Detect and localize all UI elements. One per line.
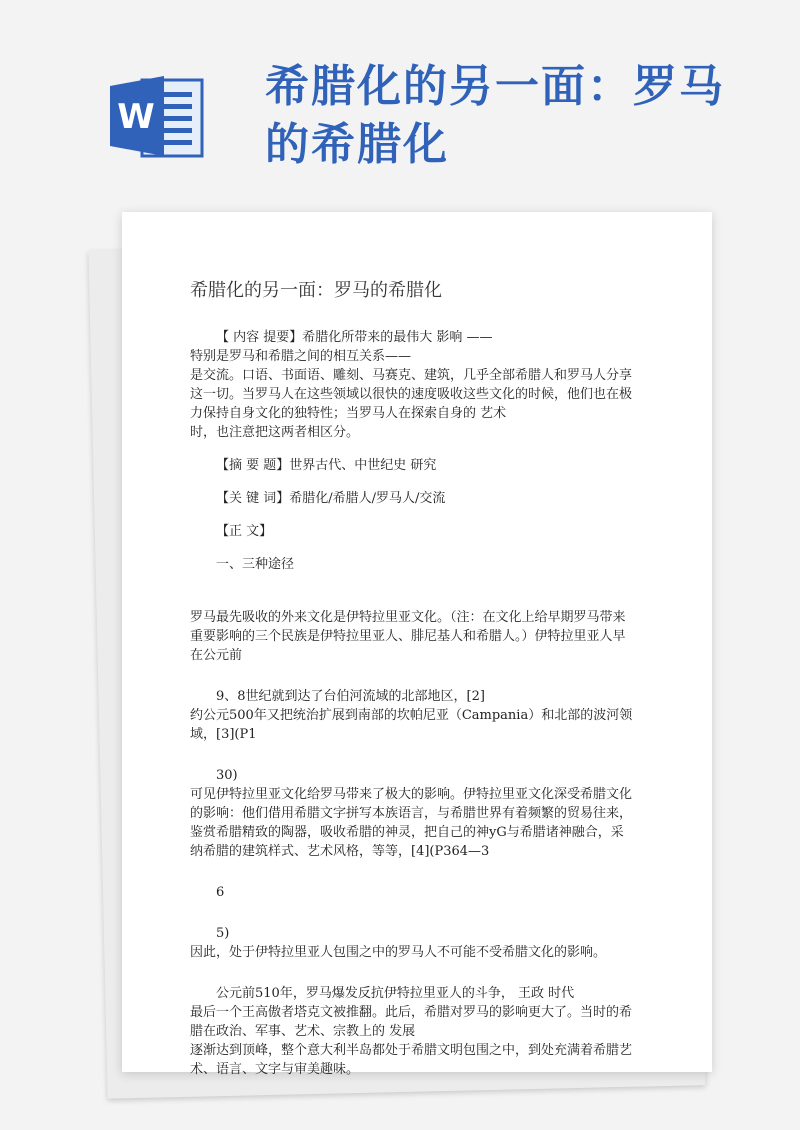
- body-paragraph: 可见伊特拉里亚文化给罗马带来了极大的影响。伊特拉里亚文化深受希腊文化的影响：他们借用希腊文字拼写本族语言，与希腊世界有着频繁的贸易往来，鉴赏希腊精致的陶器，吸收希腊的神灵，把自己的神yG与希腊诸神融合，采纳希腊的建筑样式、艺术风格，等等，[4](P364—3: [190, 787, 633, 859]
- word-icon-letter: W: [117, 97, 155, 137]
- abstract-paragraph: 是交流。口语、书面语、雕刻、马赛克、建筑，几乎全部希腊人和罗马人分享这一切。当罗马人在这些领域以很快的速度吸收这些文化的时候，他们也在极力保持自身文化的独特性；当罗马人在探索自身的 艺术: [190, 368, 633, 421]
- body-paragraph: 9、8世纪就到达了台伯河流域的北部地区，[2]: [216, 689, 485, 704]
- subject-line: 【摘 要 题】世界古代、中世纪史 研究: [216, 458, 437, 473]
- body-paragraph: 罗马最先吸收的外来文化是伊特拉里亚文化。（注：在文化上给早期罗马带来重要影响的三个民族是伊特拉里亚人、腓尼基人和希腊人。）伊特拉里亚人早在公元前: [190, 610, 626, 663]
- document-title: 希腊化的另一面：罗马的希腊化: [190, 280, 442, 301]
- abstract-paragraph: 【 内容 提要】希腊化所带来的最伟大 影响 ——: [216, 330, 493, 345]
- document-page: [122, 212, 712, 1077]
- document-body: [190, 276, 636, 1079]
- body-paragraph: 公元前510年，罗马爆发反抗伊特拉里亚人的斗争， 王政 时代: [216, 986, 575, 1001]
- page-title: 希腊化的另一面：罗马的希腊化: [265, 61, 725, 170]
- body-paragraph: 6: [216, 885, 225, 900]
- body-heading: 【正 文】: [216, 524, 273, 539]
- body-paragraph: 约公元500年又把统治扩展到南部的坎帕尼亚（Campania）和北部的波河领域，[3](P1: [190, 708, 633, 742]
- body-paragraph: 因此，处于伊特拉里亚人包围之中的罗马人不可能不受希腊文化的影响。: [190, 945, 607, 960]
- abstract-paragraph: 特别是罗马和希腊之间的相互关系——: [190, 349, 412, 364]
- body-paragraph: 逐渐达到顶峰，整个意大利半岛都处于希腊文明包围之中，到处充满着希腊艺术、语言、文字与审美趣味。: [190, 1043, 633, 1077]
- body-paragraph: 30): [216, 768, 238, 783]
- word-document-icon: [108, 72, 206, 160]
- keywords-line: 【关 键 词】希腊化/希腊人/罗马人/交流: [216, 491, 446, 506]
- body-paragraph: 5): [216, 926, 230, 941]
- abstract-paragraph: 时，也注意把这两者相区分。: [190, 425, 360, 440]
- section-heading: 一、三种途径: [216, 557, 295, 572]
- body-paragraph: 最后一个王高傲者塔克文被推翻。此后，希腊对罗马的影响更大了。当时的希腊在政治、军事、艺术、宗教上的 发展: [190, 1005, 633, 1039]
